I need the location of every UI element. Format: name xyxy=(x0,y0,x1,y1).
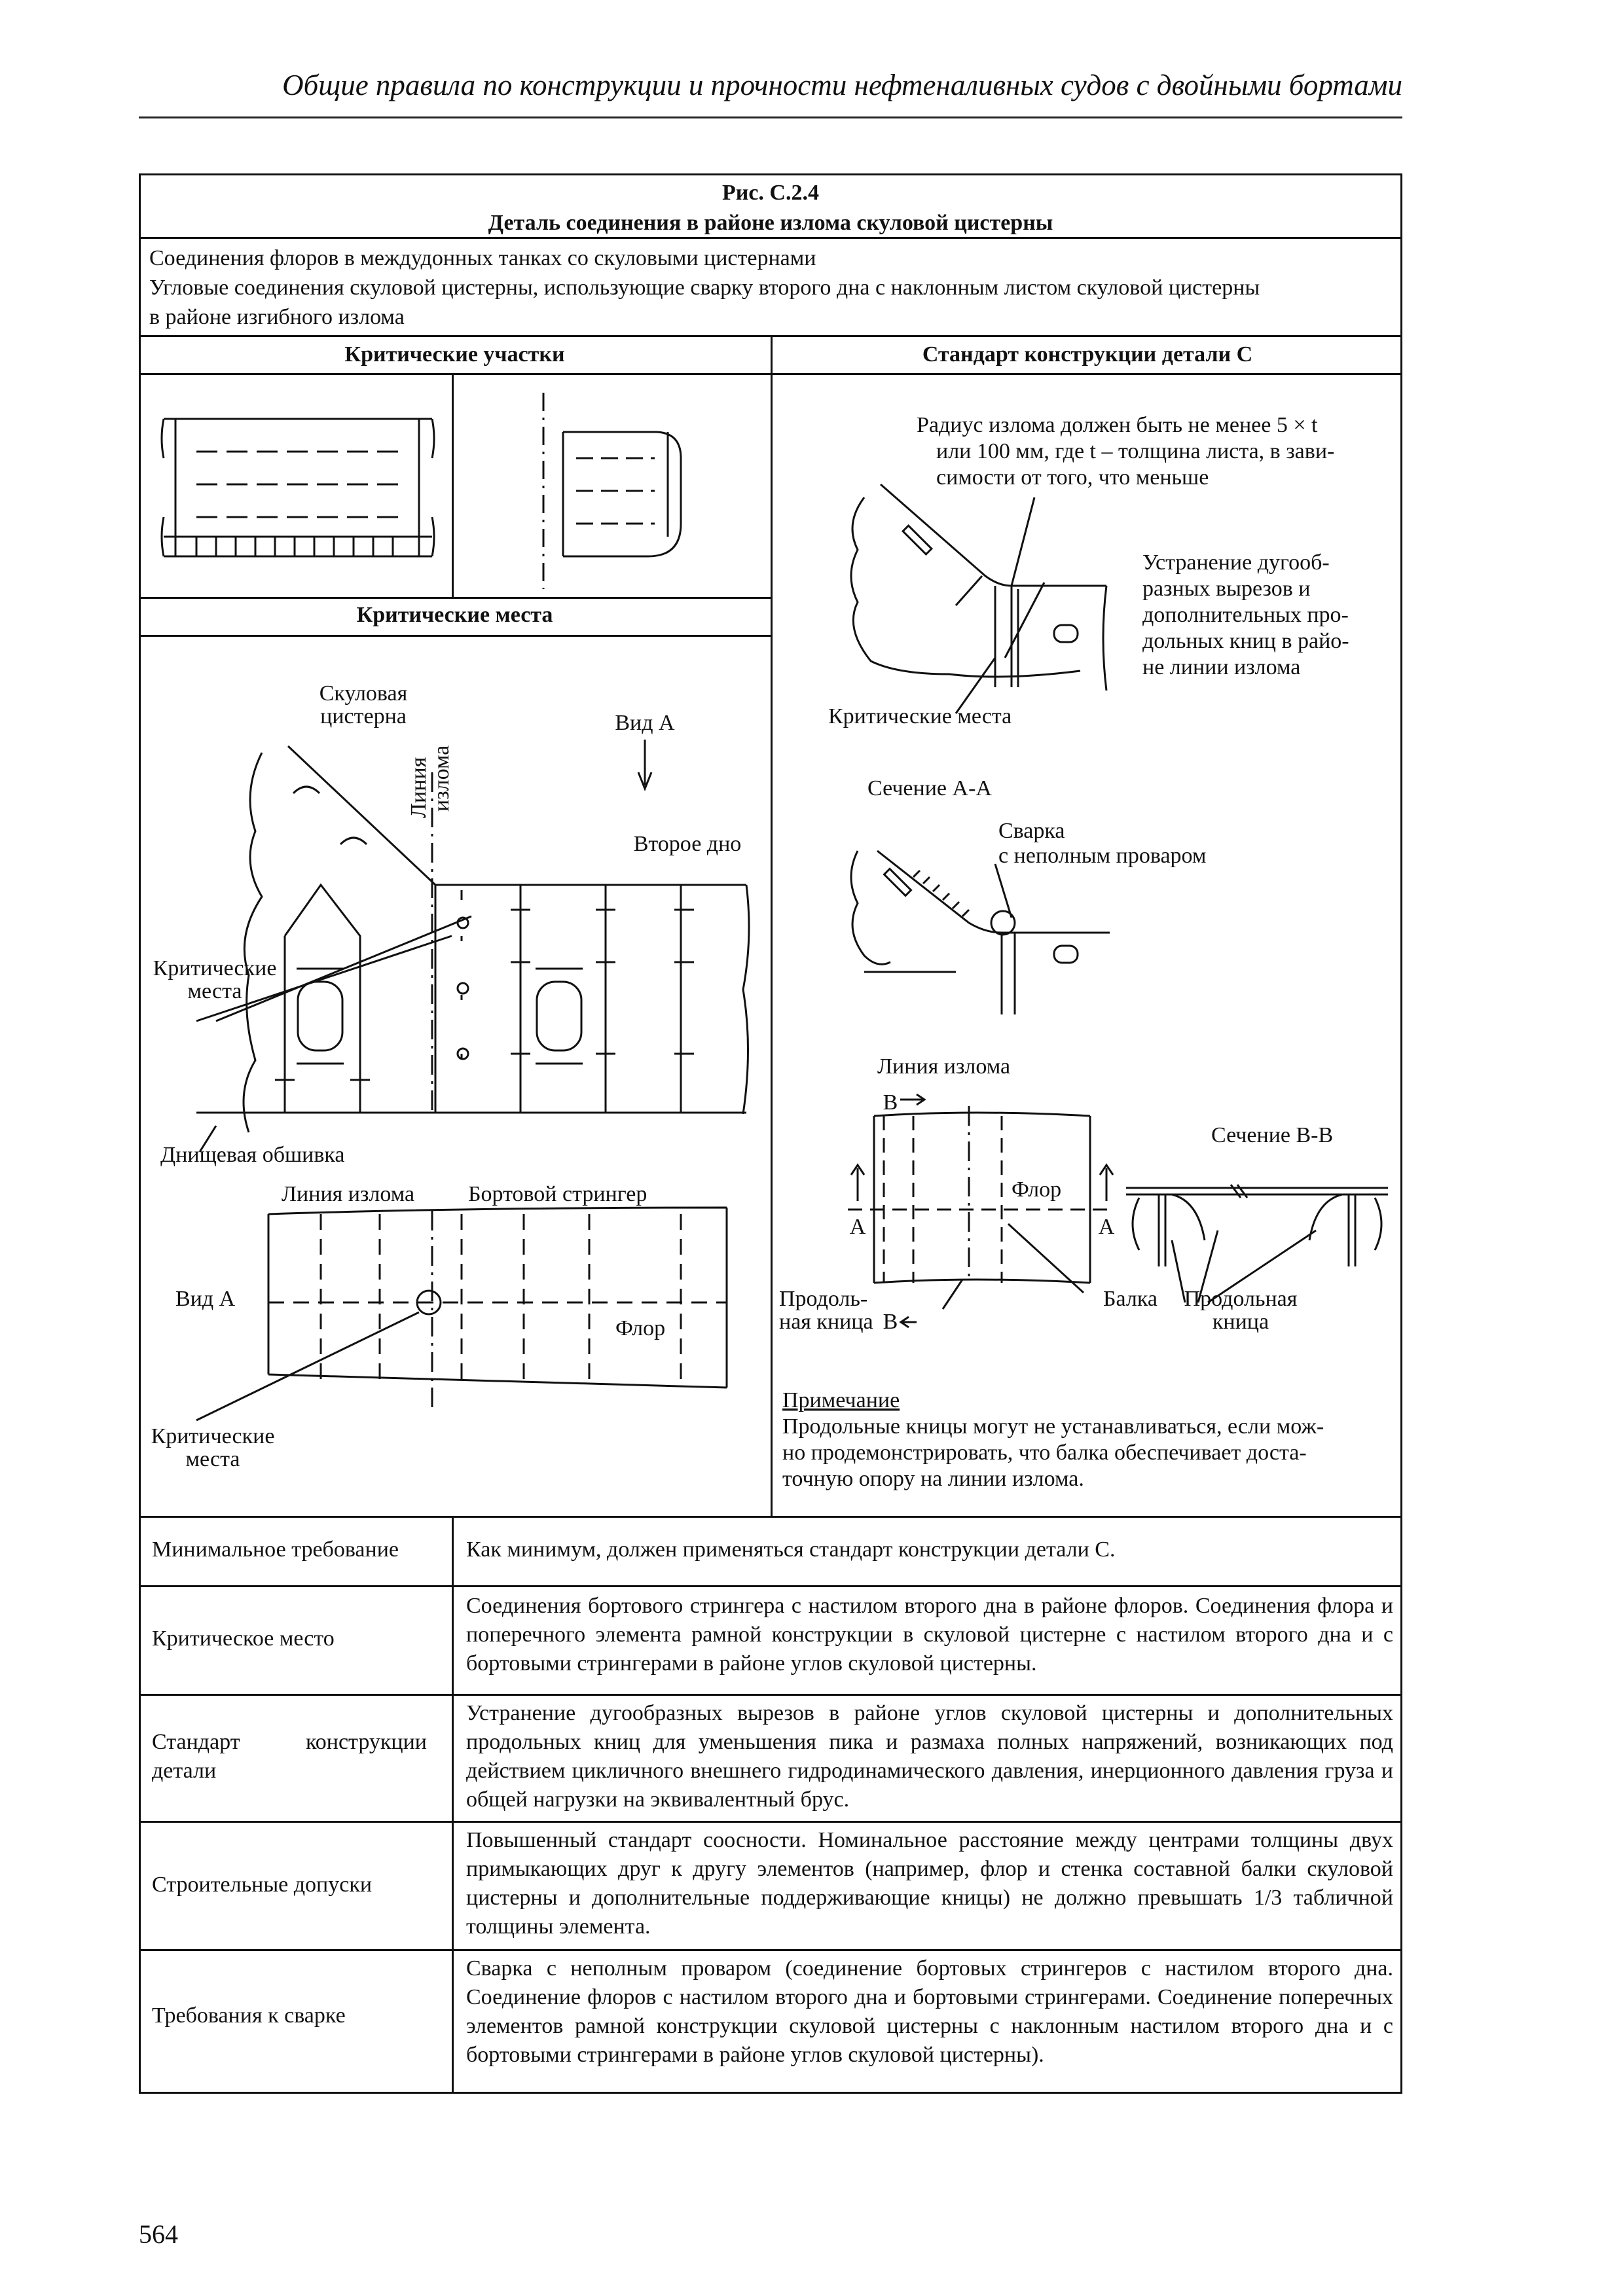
row-text-standard: Устранение дугообразных вырезов в районе углов скуловой цистерны и дополнительных продольных книц для уменьшения пика и размаха полных напряжений, возникающих под действием цикличного внешнего гидродинамического давления, инерционного давления груза и общей нагрузки на эквивалентный брус. xyxy=(466,1701,1393,1812)
right-drawing-labels xyxy=(779,413,1349,1491)
label-bilge-tank: Скуловая xyxy=(319,681,408,706)
col-left-header: Критические участки xyxy=(344,342,565,367)
label-critical-places: Критические xyxy=(153,956,277,980)
label-bilge-tank: цистерна xyxy=(320,704,407,728)
row-text-critical: Соединения бортового стрингера с настилом второго дна в районе флоров. Соединения флора и поперечного элемента рамной конструкции в скуловой цистерне с настилом второго дна и с бортовыми стрингерами в районе углов скуловой цистерны. xyxy=(466,1594,1393,1676)
label-floor: Флор xyxy=(1012,1177,1062,1202)
label-note-title: Примечание xyxy=(782,1388,900,1412)
desc-line: в районе изгибного излома xyxy=(149,305,405,329)
label-knuckle-line: Линия излома xyxy=(282,1182,415,1206)
col-right-header: Стандарт конструкции детали С xyxy=(922,342,1253,367)
running-header: Общие правила по конструкции и прочности нефтеналивных судов с двойными бортами xyxy=(282,69,1402,101)
label-section-aa: Сечение А-А xyxy=(867,776,992,800)
row-label-critical: Критическое место xyxy=(152,1626,335,1651)
label-scallop-note: разных вырезов и xyxy=(1142,577,1311,601)
label-a-right: А xyxy=(1098,1215,1115,1239)
plan-bb-drawing xyxy=(848,1094,1113,1327)
label-radius-note: симости от того, что меньше xyxy=(936,465,1209,490)
label-radius-note: Радиус излома должен быть не менее 5 × t xyxy=(917,413,1318,437)
label-scallop-note: дольных книц в райо- xyxy=(1142,629,1349,653)
row-text-welding: Сварка с неполным проваром (соединение бортовых стрингеров с настилом второго дна. Соединение флоров с настилом второго дна и бортовыми стрингерами. Соединение поперечных элементов рамной конструкции скуловой цистерны с наклонным настилом второго дна и с бортовыми стрингерами в районе углов скуловой цистерны). xyxy=(466,1956,1393,2067)
label-radius-note: или 100 мм, где t – толщина листа, в зави- xyxy=(936,439,1335,463)
label-b-top: В xyxy=(883,1090,898,1115)
label-view-a-2: Вид А xyxy=(175,1287,236,1311)
view-a-plan xyxy=(196,1208,727,1420)
page-number: 564 xyxy=(139,2219,178,2249)
label-scallop-note: дополнительных про- xyxy=(1142,603,1349,627)
label-long-bracket-right: Продольная xyxy=(1184,1287,1298,1311)
label-long-bracket-right: кница xyxy=(1212,1310,1269,1334)
left-drawing-labels xyxy=(151,681,742,1471)
main-bilge-drawing xyxy=(196,740,749,1152)
row-label-tolerances: Строительные допуски xyxy=(152,1873,373,1897)
label-floor: Флор xyxy=(615,1316,666,1340)
label-long-bracket-left: ная кница xyxy=(779,1310,873,1334)
row-label-standard: Стандарт конструкции детали xyxy=(152,1730,427,1783)
desc-line: Соединения флоров в междудонных танках со скуловыми цистернами xyxy=(149,246,816,270)
label-knuckle-line: Линия излома xyxy=(877,1054,1011,1079)
section-aa-drawing xyxy=(851,851,1110,1014)
label-inner-bottom: Второе дно xyxy=(633,832,742,856)
row-text-tolerances: Повышенный стандарт соосности. Номинальное расстояние между центрами толщины двух примыкающих друг к другу элементов (например, флор и стенка составной балки скуловой цистерны и дополнительные поддерживающие кницы) не должно превышать 1/3 табличной толщины элемента. xyxy=(466,1828,1393,1939)
row-label-welding: Требования к сварке xyxy=(152,2003,346,2028)
label-b-bottom: В xyxy=(883,1310,898,1334)
desc-line: Угловые соединения скуловой цистерны, использующие сварку второго дна с наклонным листом скуловой цистерны xyxy=(149,276,1260,300)
label-scallop-note: Устранение дугооб- xyxy=(1142,550,1330,575)
section-bb-drawing xyxy=(1126,1185,1388,1302)
label-critical-places-2: Критические xyxy=(151,1424,275,1448)
label-knuckle-vertical: излома xyxy=(429,745,454,812)
label-critical-places: Критические места xyxy=(828,704,1012,728)
label-section-bb: Сечение В-В xyxy=(1211,1123,1334,1147)
row-text-minimum: Как минимум, должен применяться стандарт конструкции детали С. xyxy=(466,1537,1116,1562)
critical-places-header: Критические места xyxy=(356,603,553,627)
label-view-a: Вид А xyxy=(615,711,675,735)
label-critical-places: места xyxy=(187,979,242,1003)
label-long-bracket-left: Продоль- xyxy=(779,1287,868,1311)
thumbnail-section xyxy=(543,393,681,589)
label-note-line: точную опору на линии излома. xyxy=(782,1467,1084,1491)
label-girder: Балка xyxy=(1103,1287,1158,1311)
figure-title: Деталь соединения в районе излома скуловой цистерны xyxy=(488,211,1053,235)
label-note-line: но продемонстрировать, что балка обеспечивает доста- xyxy=(782,1441,1307,1465)
label-weld: Сварка xyxy=(998,819,1065,843)
label-side-stringer: Бортовой стрингер xyxy=(468,1182,647,1206)
figure-number: Рис. С.2.4 xyxy=(721,181,819,205)
label-critical-places-2: места xyxy=(185,1447,240,1471)
label-weld: с неполным проваром xyxy=(998,844,1207,868)
label-knuckle-vertical: Линия xyxy=(407,757,431,818)
detail-c-drawing xyxy=(851,484,1106,713)
label-scallop-note: не линии излома xyxy=(1142,655,1301,679)
label-a-left: А xyxy=(849,1215,866,1239)
label-bottom-plating: Днищевая обшивка xyxy=(160,1143,345,1167)
label-note-line: Продольные кницы могут не устанавливаться, если мож- xyxy=(782,1414,1324,1439)
thumbnail-plan xyxy=(162,419,434,556)
row-label-minimum: Минимальное требование xyxy=(152,1537,399,1562)
